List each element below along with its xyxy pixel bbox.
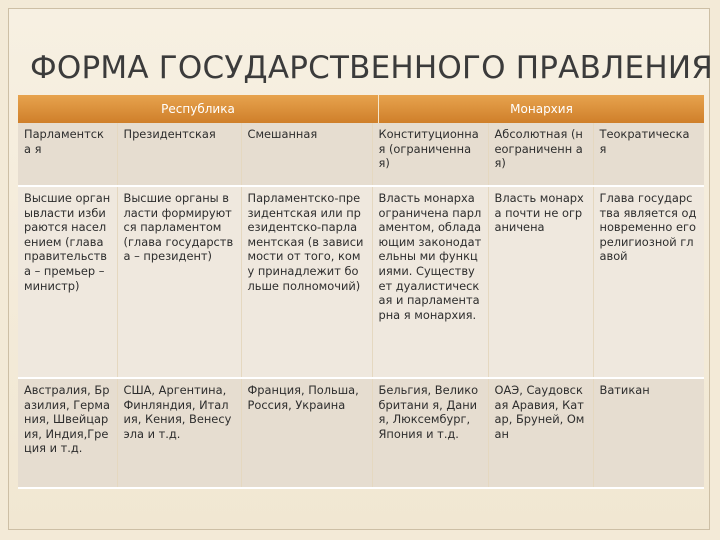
table-row-descriptions: [18, 186, 704, 378]
desc-mixed: Парламентско-президентская или президентско-парламентская (в зависимости от того, кому принадлежит больше полномочий): [241, 186, 372, 378]
header-republic: Республика: [18, 95, 378, 123]
table-row-types: [18, 123, 704, 186]
slide-title: ФОРМА ГОСУДАРСТВЕННОГО ПРАВЛЕНИЯ: [30, 50, 713, 86]
desc-presidential: Высшие органы власти формируются парламентом (глава государства – президент): [117, 186, 241, 378]
examples-mixed: Франция, Польша, Россия, Украина: [241, 378, 372, 488]
cell-mixed: Смешанная: [241, 123, 372, 186]
examples-theocratic: Ватикан: [593, 378, 704, 488]
desc-theocratic: Глава государства является одновременно его религиозной главой: [593, 186, 704, 378]
examples-presidential: США, Аргентина, Финляндия, Италия, Кения, Венесуэла и т.д.: [117, 378, 241, 488]
government-forms-table: [18, 123, 704, 489]
cell-constitutional: Конституционна я (ограниченная): [372, 123, 488, 186]
cell-absolute: Абсолютная (неограниченн ая): [488, 123, 593, 186]
examples-absolute: ОАЭ, Саудовская Аравия, Катар, Бруней, Оман: [488, 378, 593, 488]
desc-absolute: Власть монарха почти не ограничена: [488, 186, 593, 378]
table-row-examples: [18, 378, 704, 488]
desc-constitutional: Власть монарха ограничена парламентом, обладающим законодательны ми функциями. Существует дуалистическая и парламентарна я монархия.: [372, 186, 488, 378]
desc-parliamentary: Высшие органывласти избираются населением (глава правительства – премьер – министр): [18, 186, 117, 378]
cell-parliamentary: Парламентска я: [18, 123, 117, 186]
examples-parliamentary: Австралия, Бразилия, Германия, Швейцария, Индия,Греция и т.д.: [18, 378, 117, 488]
cell-presidential: Президентская: [117, 123, 241, 186]
cell-theocratic: Теократическа я: [593, 123, 704, 186]
header-monarchy: Монархия: [379, 95, 704, 123]
examples-constitutional: Бельгия, Великобритани я, Дания, Люксембург, Япония и т.д.: [372, 378, 488, 488]
